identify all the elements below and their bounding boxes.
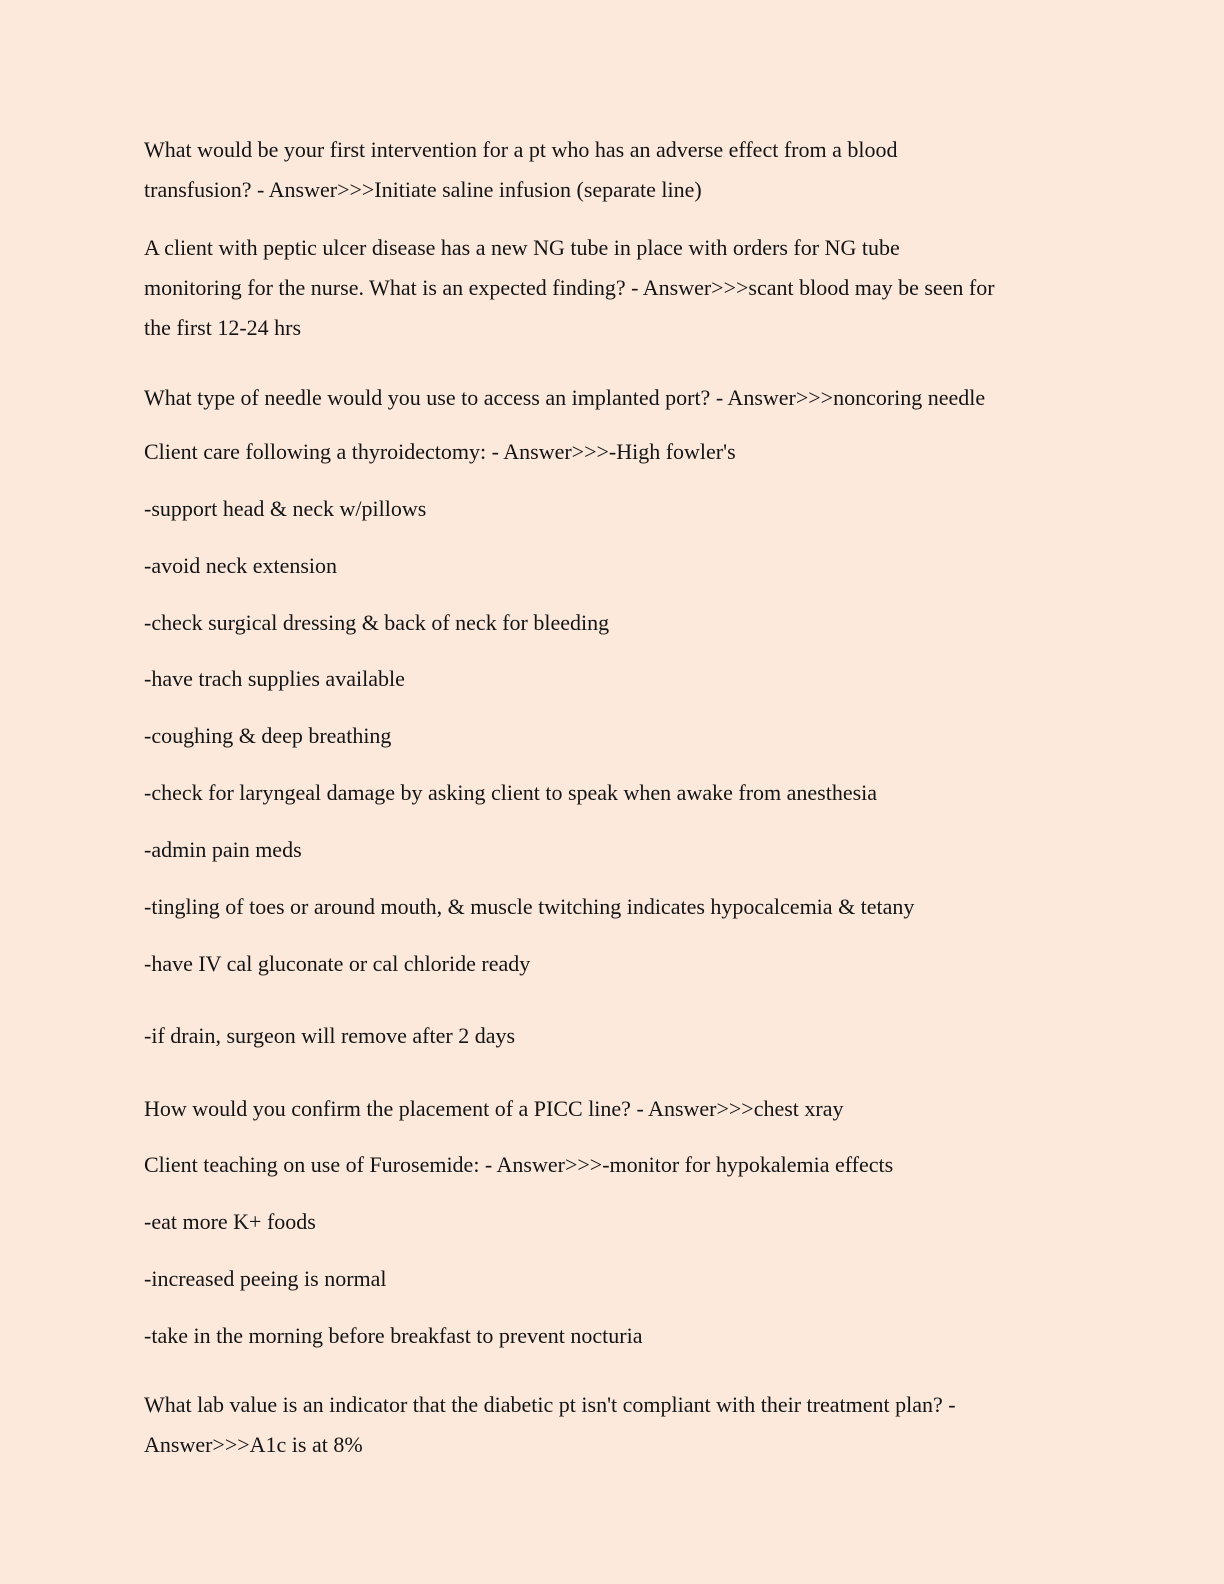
qa-line-24: Answer>>>A1c is at 8% <box>144 1432 363 1457</box>
qa-line-1: What would be your first intervention for a pt who has an adverse effect from a blood <box>144 137 898 162</box>
qa-line-13: -check for laryngeal damage by asking client to speak when awake from anesthesia <box>144 780 878 805</box>
qa-line-16: -have IV cal gluconate or cal chloride ready <box>144 951 531 976</box>
qa-line-6: What type of needle would you use to access an implanted port? - Answer>>>noncoring needle <box>144 385 986 410</box>
qa-line-8: -support head & neck w/pillows <box>144 496 427 521</box>
qa-line-14: -admin pain meds <box>144 837 302 862</box>
qa-line-18: How would you confirm the placement of a PICC line? - Answer>>>chest xray <box>144 1096 844 1121</box>
qa-line-22: -take in the morning before breakfast to prevent nocturia <box>144 1323 643 1348</box>
qa-line-12: -coughing & deep breathing <box>144 723 392 748</box>
qa-line-15: -tingling of toes or around mouth, & muscle twitching indicates hypocalcemia & tetany <box>144 894 915 919</box>
qa-line-10: -check surgical dressing & back of neck for bleeding <box>144 610 610 635</box>
qa-line-2: transfusion? - Answer>>>Initiate saline infusion (separate line) <box>144 177 702 202</box>
qa-line-7: Client care following a thyroidectomy: - Answer>>>-High fowler's <box>144 439 736 464</box>
qa-line-11: -have trach supplies available <box>144 666 405 691</box>
qa-line-17: -if drain, surgeon will remove after 2 days <box>144 1023 516 1048</box>
qa-line-3: A client with peptic ulcer disease has a new NG tube in place with orders for NG tube <box>144 235 900 260</box>
qa-line-20: -eat more K+ foods <box>144 1209 316 1234</box>
qa-line-9: -avoid neck extension <box>144 553 338 578</box>
qa-line-5: the first 12-24 hrs <box>144 315 302 340</box>
qa-line-21: -increased peeing is normal <box>144 1266 387 1291</box>
qa-line-4: monitoring for the nurse. What is an expected finding? - Answer>>>scant blood may be seen for <box>144 275 995 300</box>
qa-line-19: Client teaching on use of Furosemide: - Answer>>>-monitor for hypokalemia effects <box>144 1152 894 1177</box>
qa-line-23: What lab value is an indicator that the diabetic pt isn't compliant with their treatment plan? - <box>144 1392 956 1417</box>
